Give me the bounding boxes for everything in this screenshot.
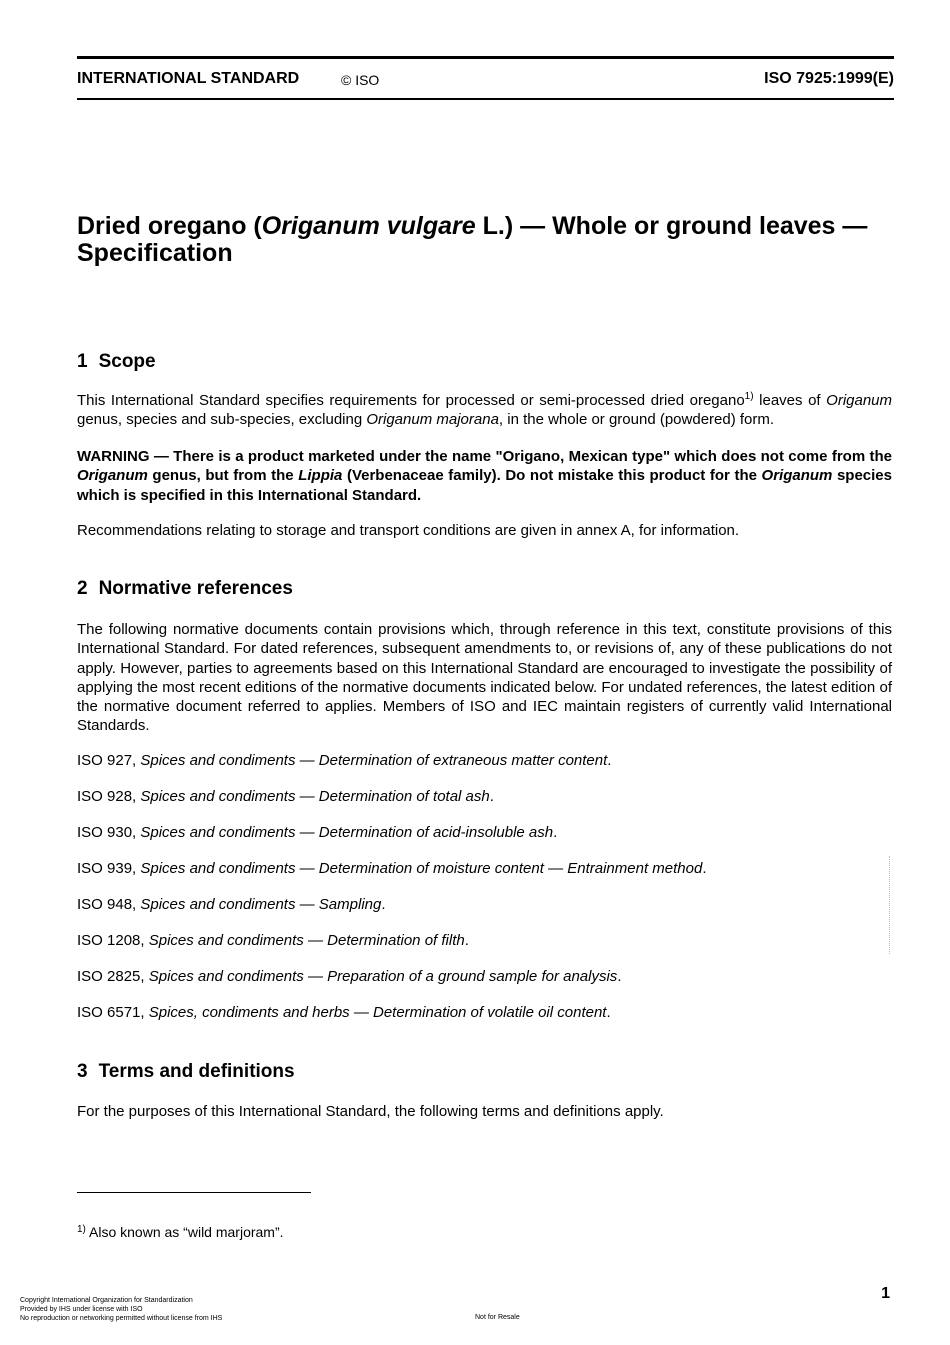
footnote-mark: 1) — [77, 1224, 86, 1235]
section-heading-normative: 2 Normative references — [77, 578, 293, 599]
reference-item: ISO 948, Spices and condiments — Sampling. — [77, 896, 386, 913]
terms-intro: For the purposes of this International Standard, the following terms and definitions apply. — [77, 1103, 664, 1120]
storage-note: Recommendations relating to storage and transport conditions are given in annex A, for information. — [77, 522, 740, 539]
reference-item: ISO 2825, Spices and condiments — Preparation of a ground sample for analysis. — [77, 968, 622, 985]
reference-item: ISO 927, Spices and condiments — Determination of extraneous matter content. — [77, 752, 612, 769]
footnote: $^{1)}$ Also known as “wild marjoram”. — [77, 1224, 284, 1240]
margin-mark — [889, 856, 894, 954]
footnote-reference[interactable]: 1) — [744, 391, 754, 402]
resale-notice: Not for Resale — [475, 1314, 520, 1321]
page-title: Dried oregano (Origanum vulgare L.) — Whole or ground leaves — Specification — [77, 212, 868, 267]
copyright-notice: Copyright International Organization for Standardization Provided by IHS under license with ISO No reproduction or networking permitted without license from IHS — [20, 1297, 223, 1322]
document-type-label: INTERNATIONAL STANDARD — [77, 70, 300, 87]
scope-paragraph: This International Standard specifies requirements for processed or semi-processed dried oregano$^{1)}$ leaves of Origanum genus, species and sub-species, excluding Origanum majorana, in the whole or ground (powdered) form. — [77, 391, 893, 429]
footnote-separator — [77, 1192, 311, 1193]
normative-intro: The following normative documents contain provisions which, through reference in this text, constitute provisions of this International Standard. For dated references, subsequent amendments to, or revisions of, any of these publications do not apply. However, parties to agreements based on this International Standard are encouraged to investigate the possibility of applying the most recent editions of the normative documents indicated below. For undated references, the latest edition of the normative document referred to applies. Members of ISO and IEC maintain registers of currently valid International Standards. — [77, 621, 892, 735]
header-top-rule — [77, 56, 894, 59]
warning-paragraph: WARNING — There is a product marketed under the name "Origano, Mexican type" which does not come from the Origanum genus, but from the Lippia (Verbenaceae family). Do not mistake this product for the Origanum species which is specified in this International Standard. — [77, 448, 892, 504]
reference-item: ISO 1208, Spices and condiments — Determination of filth. — [77, 932, 469, 949]
section-heading-terms: 3 Terms and definitions — [77, 1061, 295, 1082]
copyright-label: © ISO — [341, 72, 380, 88]
section-heading-scope: 1 Scope — [77, 351, 156, 372]
reference-item: ISO 6571, Spices, condiments and herbs — Determination of volatile oil content. — [77, 1004, 611, 1021]
reference-item: ISO 930, Spices and condiments — Determination of acid-insoluble ash. — [77, 824, 558, 841]
header-bottom-rule — [77, 98, 894, 100]
page-number: 1 — [881, 1285, 890, 1302]
standard-number: ISO 7925:1999(E) — [764, 70, 894, 87]
reference-item: ISO 939, Spices and condiments — Determination of moisture content — Entrainment method. — [77, 860, 707, 877]
reference-item: ISO 928, Spices and condiments — Determination of total ash. — [77, 788, 494, 805]
